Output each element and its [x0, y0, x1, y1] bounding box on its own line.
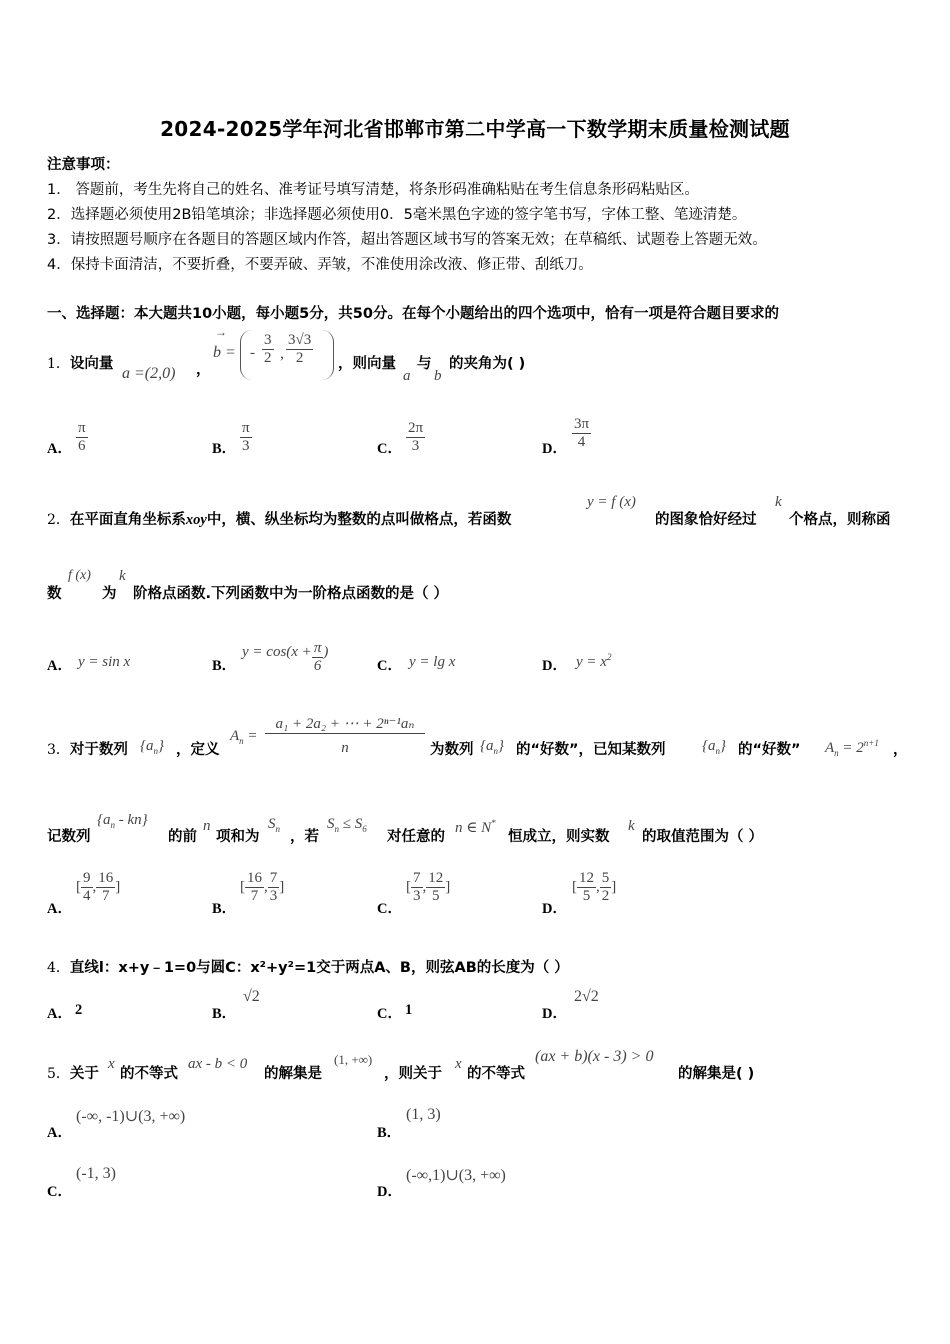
q3-text3: 为数列	[430, 742, 474, 758]
q3-good-number: $A_n = 2^{n+1}$	[825, 738, 879, 758]
q2-k: k	[775, 494, 782, 510]
q2-function: y = f (x)	[587, 494, 636, 510]
q1-bcomma: ,	[280, 345, 284, 362]
q5-text6: 的解集是( )	[678, 1066, 755, 1082]
q1-option-c[interactable]: $\frac{2\pi}{3}$	[408, 420, 424, 454]
q1-option-d[interactable]: $\frac{3\pi}{4}$	[574, 416, 590, 450]
q1-vector-a: a =(2,0)	[122, 365, 176, 382]
q3-seq-an-2: $\{a_n\}$	[480, 738, 504, 756]
question-5: 5．关于	[47, 1066, 99, 1082]
q5-option-d-label[interactable]: D．	[377, 1184, 402, 1200]
q5-option-a[interactable]: (-∞, -1)∪(3, +∞)	[76, 1108, 186, 1125]
q5-option-b[interactable]: (1, 3)	[406, 1106, 441, 1123]
q1-comma: ，	[196, 362, 211, 378]
q5-solution-set: (1, +∞)	[334, 1052, 373, 1067]
q3-line-2e: 对任意的	[387, 829, 445, 845]
q5-text2: 的不等式	[120, 1066, 178, 1082]
q2-option-b[interactable]: y = cos(x + $\frac{\pi}{6}$ )	[242, 640, 329, 674]
q2-option-a-label[interactable]: A．	[47, 658, 72, 674]
q4-option-c-label[interactable]: C．	[377, 1006, 402, 1022]
q2-line-2b: 为	[102, 586, 117, 602]
q2-option-d[interactable]: $y = x^2$	[576, 652, 612, 670]
q1-bx-frac: $\frac{3}{2}$	[264, 332, 272, 366]
q4-option-b-label[interactable]: B．	[212, 1006, 237, 1022]
notice-item-1: 1． 答题前，考生先将自己的姓名、准考证号填写清楚，将条形码准确粘贴在考生信息条形码粘贴区。	[47, 182, 699, 198]
q3-An: $A_n$ =	[230, 728, 258, 746]
q2-option-c-label[interactable]: C．	[377, 658, 402, 674]
question-4: 4．直线l：x+y﹣1=0与圆C：x²+y²=1交于两点A、B，则弦AB的长度为（ ）	[47, 960, 569, 976]
q5-x: x	[108, 1056, 115, 1072]
q3-line-2f: 恒成立，则实数	[508, 829, 610, 845]
notice-item-2: 2．选择题必须使用2B铅笔填涂；非选择题必须使用0．5毫米黑色字迹的签字笔书写，字体工整、笔迹清楚。	[47, 207, 747, 223]
q3-k: k	[628, 818, 635, 834]
q3-option-d-label[interactable]: D．	[542, 901, 567, 917]
page-title: 2024-2025学年河北省邯郸市第二中学高一下数学期末质量检测试题	[160, 117, 790, 141]
q3-definition-frac: $\frac{\text{a₁ + 2a₂ + ⋯ + 2ⁿ⁻¹aₙ}}{n}$	[265, 716, 425, 757]
q3-text5: 的“好数”	[738, 742, 801, 758]
q1-option-b[interactable]: $\frac{\pi}{3}$	[242, 420, 250, 454]
q1-number: 1．	[47, 356, 70, 372]
notice-item-4: 4．保持卡面清洁，不要折叠，不要弄破、弄皱，不准使用涂改液、修正带、刮纸刀。	[47, 257, 593, 273]
q1-option-b-label[interactable]: B．	[212, 441, 237, 457]
q5-option-b-label[interactable]: B．	[377, 1125, 402, 1141]
q3-seq-an-3: $\{a_n\}$	[702, 738, 726, 756]
q1-option-d-label[interactable]: D．	[542, 441, 567, 457]
q3-Sn: $S_n$	[268, 816, 280, 834]
q3-seq-an: $\{a_n\}$	[140, 738, 164, 756]
q1-option-a[interactable]: $\frac{\pi}{6}$	[78, 420, 86, 454]
q5-option-c-label[interactable]: C．	[47, 1184, 72, 1200]
q4-option-c[interactable]: 1	[405, 1002, 413, 1018]
q2-option-a[interactable]: y = sin x	[78, 654, 131, 670]
q3-line-2c: 项和为	[216, 829, 260, 845]
q1-minus: -	[250, 345, 255, 361]
q3-condition: $S_n \le S_6$	[327, 816, 367, 834]
q1-text2: ，则向量	[338, 356, 396, 372]
question-2-line-1: 2．在平面直角坐标系xoy中，横、纵坐标均为整数的点叫做格点，若函数	[47, 512, 512, 528]
q3-option-b[interactable]: [ $\frac{16}{7}$ , $\frac{7}{3}$ ]	[240, 870, 285, 904]
q5-text3: 的解集是	[264, 1066, 322, 1082]
q3-option-b-label[interactable]: B．	[212, 901, 237, 917]
q1-a: a	[403, 368, 411, 384]
q1-b: b	[434, 368, 442, 384]
q3-option-d[interactable]: [ $\frac{12}{5}$ , $\frac{5}{2}$ ]	[572, 870, 617, 904]
q5-x2: x	[455, 1056, 462, 1072]
q3-text6: ，	[893, 742, 908, 758]
q5-inequality-1: ax - b < 0	[188, 1056, 248, 1072]
q2-option-b-label[interactable]: B．	[212, 658, 237, 674]
q3-option-c-label[interactable]: C．	[377, 901, 402, 917]
q5-option-d[interactable]: (-∞,1)∪(3, +∞)	[406, 1167, 506, 1184]
q3-line-2g: 的取值范围为（ ）	[642, 829, 764, 845]
q5-option-a-label[interactable]: A．	[47, 1125, 72, 1141]
q3-text4: 的“好数”，已知某数列	[516, 742, 666, 758]
q1-option-c-label[interactable]: C．	[377, 441, 402, 457]
section-heading: 一、选择题：本大题共10小题，每小题5分，共50分。在每个小题给出的四个选项中，恰有一项是符合题目要求的	[47, 306, 779, 322]
q4-option-a[interactable]: 2	[75, 1002, 83, 1018]
question-1: 1．设向量	[47, 356, 114, 372]
q4-option-d[interactable]: 2√2	[574, 988, 599, 1005]
q3-line-2d: ，若	[290, 829, 319, 845]
q3-text2: ，定义	[176, 742, 220, 758]
q2-option-d-label[interactable]: D．	[542, 658, 567, 674]
q5-option-c[interactable]: (-1, 3)	[76, 1165, 116, 1182]
q3-option-c[interactable]: [ $\frac{7}{3}$ , $\frac{12}{5}$ ]	[406, 870, 451, 904]
q2-text-d: 个格点，则称函	[789, 512, 891, 528]
q1-text3: 与	[417, 356, 432, 372]
q3-n-in-N: n ∈ N*	[455, 818, 496, 836]
q2-line-2c: 阶格点函数.下列函数中为一阶格点函数的是（ ）	[133, 586, 449, 602]
q5-inequality-2: (ax + b)(x - 3) > 0	[535, 1048, 654, 1065]
notice-item-3: 3．请按照题号顺序在各题目的答题区域内作答，超出答题区域书写的答案无效；在草稿纸、试题卷上答题无效。	[47, 232, 767, 248]
q3-line-2a: 记数列	[47, 829, 91, 845]
q2-option-c[interactable]: y = lg x	[409, 654, 456, 670]
q1-option-a-label[interactable]: A．	[47, 441, 72, 457]
q4-option-b[interactable]: √2	[243, 988, 260, 1005]
q3-option-a-label[interactable]: A．	[47, 901, 72, 917]
q2-line-2a: 数	[47, 586, 62, 602]
q4-option-d-label[interactable]: D．	[542, 1006, 567, 1022]
q3-line-2b: 的前	[168, 829, 197, 845]
q5-text5: 的不等式	[467, 1066, 525, 1082]
q1-by-frac: $\frac{3√3}{2}$	[288, 332, 312, 366]
q3-sequence: $\{a_n - kn\}$	[97, 812, 148, 830]
q2-k2: k	[119, 568, 126, 584]
q2-fx2: f (x)	[68, 568, 91, 583]
q5-text4: ，则关于	[384, 1066, 442, 1082]
q2-text-c: 的图象恰好经过	[655, 512, 757, 528]
notice-heading: 注意事项：	[47, 157, 120, 173]
q3-n: n	[203, 818, 211, 834]
q1-vector-b-label: b =	[213, 344, 236, 361]
q1-text4: 的夹角为( )	[449, 356, 526, 372]
q4-option-a-label[interactable]: A．	[47, 1006, 72, 1022]
q1-arrow-icon: →	[215, 325, 227, 339]
question-3-line-1: 3．对于数列	[47, 742, 128, 758]
q3-option-a[interactable]: [ $\frac{9}{4}$ , $\frac{16}{7}$ ]	[76, 870, 121, 904]
